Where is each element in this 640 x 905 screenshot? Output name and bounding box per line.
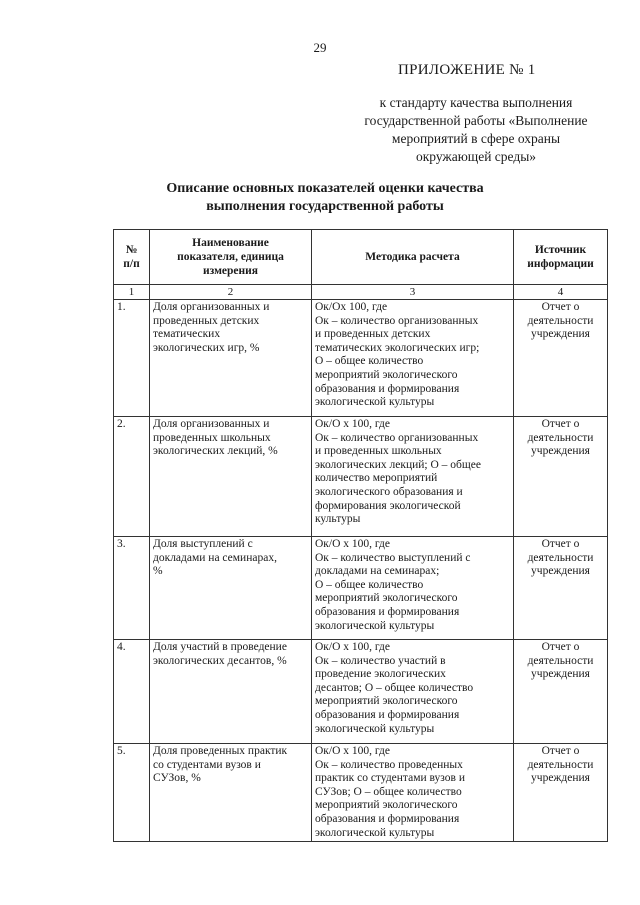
header-num: № п/п [114,230,150,285]
calculation-method-line: Ок – количество проведенных [315,758,463,771]
indicator-name-line: Доля участий в проведение [153,641,287,653]
document-heading-line: выполнения государственной работы [206,199,444,214]
information-source [514,537,608,640]
appendix-subtitle-line: окружающей среды» [415,149,537,164]
indicator-name-line: проведенных детских [153,314,260,327]
column-number-row [114,285,608,300]
information-source-line: деятельности [527,654,594,667]
calculation-method-line: экологической культуры [315,396,435,409]
information-source-line: учреждения [531,328,590,341]
calculation-method-line: и проведенных школьных [315,445,442,458]
calculation-method-line: экологической культуры [315,826,435,839]
table-row [114,640,608,744]
information-source [514,640,608,744]
indicator-name-line: проведенных школьных [153,431,271,444]
calculation-method-line: Ок/Ох 100, где [315,301,388,313]
calculation-method-line: Ок – количество организованных [315,314,479,327]
indicator-name-line: экологических игр, % [153,341,260,354]
indicators-table [113,229,608,842]
information-source-line: деятельности [527,758,594,771]
information-source [514,300,608,417]
calculation-method-line: экологического образования и [315,485,463,498]
calculation-method-line: формирования экологической [315,499,461,512]
calculation-method-line: экологической культуры [315,619,435,632]
table-row [114,537,608,640]
calculation-method-line: мероприятий экологического [315,695,458,708]
calculation-method-line: мероприятий экологического [315,592,458,605]
indicator-name-line: Доля организованных и [153,301,270,313]
calculation-method-line: образования и формирования [315,708,460,721]
calculation-method-line: образования и формирования [315,812,460,825]
calculation-method-line: Ок – количество участий в [315,654,446,667]
column-number: 1 [114,285,150,300]
calculation-method [312,744,514,842]
calculation-method-line: О – общее количество [315,578,424,591]
information-source-line: деятельности [527,314,594,327]
calculation-method-line: тематических экологических игр; [315,341,480,354]
indicator-name-line: Доля выступлений с [153,538,253,550]
information-source-line: учреждения [531,445,590,458]
calculation-method-line: Ок/О х 100, где [315,745,390,757]
information-source-line: Отчет о [541,745,580,757]
appendix-title: ПРИЛОЖЕНИЕ № 1 [398,62,536,78]
information-source [514,744,608,842]
calculation-method-line: Ок – количество выступлений с [315,551,471,564]
calculation-method-line: образования и формирования [315,382,460,395]
column-number: 3 [312,285,514,300]
row-number: 2. [114,417,150,537]
header-method: Методика расчета [312,230,514,285]
calculation-method-line: Ок – количество организованных [315,431,479,444]
table-header-row [114,230,608,285]
information-source-line: учреждения [531,772,590,785]
column-number: 2 [150,285,312,300]
information-source-line: Отчет о [541,418,580,430]
row-number: 1. [114,300,150,417]
calculation-method [312,537,514,640]
table-row [114,744,608,842]
calculation-method [312,417,514,537]
indicator-name-line: % [153,565,163,578]
indicator-name [150,744,312,842]
indicator-name-line: экологических десантов, % [153,654,287,667]
row-number: 5. [114,744,150,842]
indicator-name-line: экологических лекций, % [153,445,278,458]
appendix-subtitle [340,94,612,166]
calculation-method-line: и проведенных детских [315,328,431,341]
information-source-line: Отчет о [541,641,580,653]
row-number: 3. [114,537,150,640]
indicator-name-line: докладами на семинарах, [153,551,277,564]
indicator-name [150,417,312,537]
calculation-method-line: мероприятий экологического [315,368,458,381]
page-number: 29 [313,40,327,55]
indicator-name-line: со студентами вузов и [153,758,261,771]
column-number: 4 [514,285,608,300]
calculation-method [312,300,514,417]
document-heading-line: Описание основных показателей оценки качества [166,181,484,196]
document-heading [140,180,510,216]
appendix-subtitle-line: государственной работы «Выполнение [364,113,588,128]
calculation-method-line: докладами на семинарах; [315,565,440,578]
indicator-name-line: Доля организованных и [153,418,270,430]
table-row [114,300,608,417]
calculation-method-line: проведение экологических [315,668,446,681]
header-name: Наименование показателя, единица измерения [150,230,312,285]
calculation-method-line: Ок/О х 100, где [315,418,390,430]
calculation-method-line: О – общее количество [315,355,424,368]
calculation-method-line: Ок/О х 100, где [315,538,390,550]
information-source-line: Отчет о [541,301,580,313]
indicator-name [150,537,312,640]
appendix-subtitle-line: мероприятий в сфере охраны [391,131,561,146]
indicator-name [150,300,312,417]
information-source-line: учреждения [531,565,590,578]
information-source-line: учреждения [531,668,590,681]
calculation-method-line: культуры [315,513,361,526]
indicator-name-line: тематических [153,328,221,341]
calculation-method-line: мероприятий экологического [315,799,458,812]
appendix-subtitle-line: к стандарту качества выполнения [379,95,573,110]
calculation-method-line: образования и формирования [315,605,460,618]
indicator-name [150,640,312,744]
indicator-name-line: СУЗов, % [153,772,201,785]
calculation-method [312,640,514,744]
calculation-method-line: десантов; О – общее количество [315,681,474,694]
calculation-method-line: Ок/О х 100, где [315,641,390,653]
calculation-method-line: экологической культуры [315,722,435,735]
row-number: 4. [114,640,150,744]
information-source-line: Отчет о [541,538,580,550]
calculation-method-line: количество мероприятий [315,472,438,485]
calculation-method-line: СУЗов; О – общее количество [315,785,462,798]
calculation-method-line: экологических лекций; О – общее [315,458,481,471]
table-row [114,417,608,537]
calculation-method-line: практик со студентами вузов и [315,772,465,785]
information-source-line: деятельности [527,551,594,564]
information-source [514,417,608,537]
indicator-name-line: Доля проведенных практик [153,745,288,757]
information-source-line: деятельности [527,431,594,444]
header-source: Источник информации [514,230,608,285]
